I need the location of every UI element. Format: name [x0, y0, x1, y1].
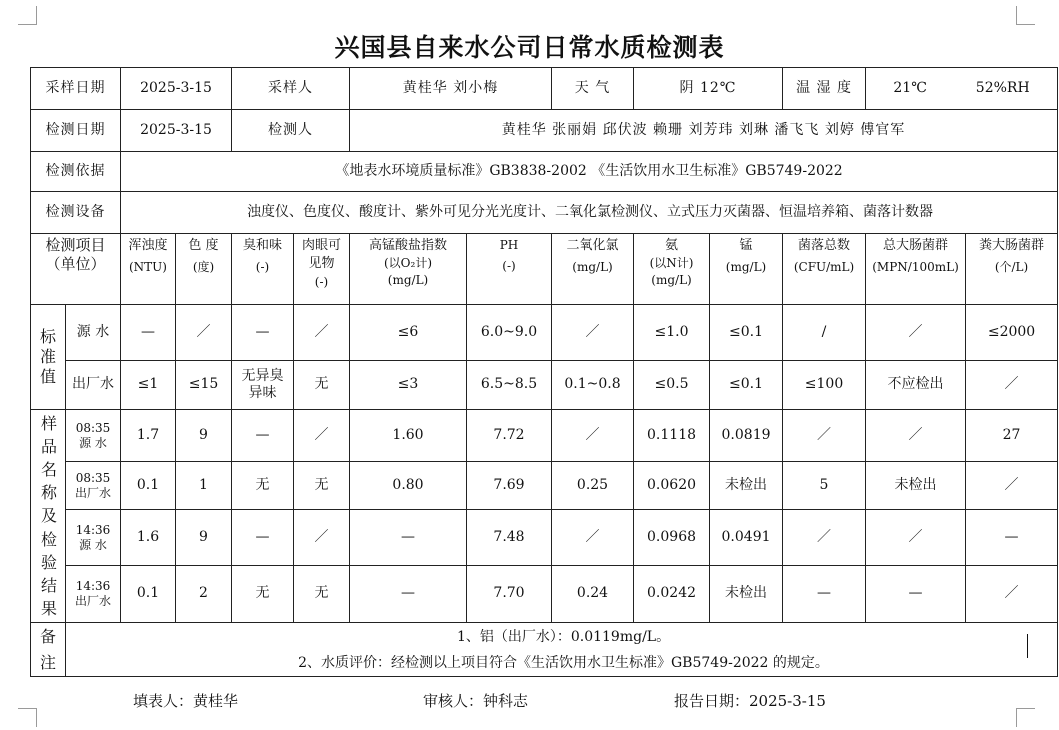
- table-cell: ／: [966, 361, 1058, 410]
- table-cell: ／: [552, 510, 634, 566]
- table-cell: 1.60: [350, 410, 467, 462]
- table-cell: 0.1: [121, 566, 176, 623]
- table-cell: 1: [176, 462, 232, 510]
- table-cell: 0.0968: [634, 510, 710, 566]
- table-cell: 9: [176, 410, 232, 462]
- remarks-content: [66, 623, 1058, 677]
- sample-time: 08:35: [75, 470, 111, 485]
- remarks-label-text: 备注: [40, 626, 57, 672]
- col-unit: (个/L): [994, 260, 1029, 275]
- col-ammonia: [634, 234, 710, 305]
- table-cell: —: [232, 410, 294, 462]
- table-cell: 0.1118: [634, 410, 710, 462]
- sampler-names: 黄桂华 刘小梅: [350, 68, 552, 110]
- sample-type: 出厂水: [74, 594, 111, 608]
- remark-line-1: 1、铝（出厂水）：0.0119mg/L。: [456, 628, 671, 645]
- sample-time: 08:35: [75, 420, 111, 435]
- col-unit: (-): [314, 274, 329, 289]
- table-cell: 1.6: [121, 510, 176, 566]
- tester-label: 检测人: [232, 110, 350, 152]
- basis-row: [31, 152, 1058, 192]
- col-total-coliform: [866, 234, 966, 305]
- basis-label: 检测依据: [31, 152, 121, 192]
- crop-mark-top-left: [18, 6, 37, 25]
- table-cell: 无: [294, 462, 350, 510]
- sample-row: [31, 510, 1058, 566]
- table-cell: ／: [866, 410, 966, 462]
- basis-text: 《地表水环境质量标准》GB3838-2002 《生活饮用水卫生标准》GB5749-2022: [121, 152, 1058, 192]
- col-name: PH: [499, 238, 519, 252]
- sampling-date-value: 2025-3-15: [121, 68, 232, 110]
- col-chroma: [176, 234, 232, 305]
- equipment-row: [31, 192, 1058, 234]
- table-cell: ≤100: [783, 361, 866, 410]
- crop-mark-bottom-left: [18, 708, 37, 727]
- sample-row: [31, 566, 1058, 623]
- col-fecal-coliform: [966, 234, 1058, 305]
- table-cell: —: [350, 510, 467, 566]
- col-turbidity: [121, 234, 176, 305]
- crop-mark-bottom-right: [1016, 708, 1035, 727]
- humidity-value: 52%RH: [975, 79, 1030, 96]
- table-cell: ／: [783, 410, 866, 462]
- text-cursor: [1027, 634, 1028, 658]
- col-manganese: [710, 234, 783, 305]
- col-name: 总大肠菌群: [883, 238, 949, 253]
- table-cell: 无: [232, 462, 294, 510]
- table-cell: 0.25: [552, 462, 634, 510]
- standard-row-label: 出厂水: [66, 361, 121, 410]
- col-unit: (度): [192, 260, 215, 275]
- table-cell: ≤0.1: [710, 305, 783, 361]
- col-name: 臭和味: [242, 238, 282, 253]
- table-cell: —: [350, 566, 467, 623]
- table-cell: 7.48: [467, 510, 552, 566]
- col-chlorine-dioxide: [552, 234, 634, 305]
- table-cell: 0.80: [350, 462, 467, 510]
- col-name: 粪大肠菌群: [979, 238, 1045, 253]
- table-cell: —: [232, 305, 294, 361]
- table-cell: ／: [552, 410, 634, 462]
- equipment-text: 浊度仪、色度仪、酸度计、紫外可见分光光度计、二氧化氯检测仪、立式压力灭菌器、恒温培养箱、菌落计数器: [121, 192, 1058, 234]
- table-cell: 0.0491: [710, 510, 783, 566]
- table-cell: ≤2000: [966, 305, 1058, 361]
- sample-label: [66, 566, 121, 623]
- testing-date-label: 检测日期: [31, 110, 121, 152]
- col-permanganate: [350, 234, 467, 305]
- sampler-label: 采样人: [232, 68, 350, 110]
- sample-group-text: 样品名称及检验结果: [41, 413, 58, 619]
- sample-label: [66, 510, 121, 566]
- table-cell: 5: [783, 462, 866, 510]
- standard-row-source: [31, 305, 1058, 361]
- table-cell: 1.7: [121, 410, 176, 462]
- table-cell: 未检出: [710, 462, 783, 510]
- table-cell: 未检出: [710, 566, 783, 623]
- crop-mark-top-right: [1016, 6, 1035, 25]
- weather-value: 阴 12℃: [634, 68, 783, 110]
- sample-type: 源 水: [79, 537, 107, 552]
- table-cell: ≤1: [121, 361, 176, 410]
- col-colony-count: [783, 234, 866, 305]
- table-cell: 7.70: [467, 566, 552, 623]
- col-unit: (-): [502, 259, 516, 273]
- col-unit: (-): [255, 260, 270, 275]
- sample-group-label: [31, 410, 66, 623]
- col-name2: (以O₂计): [383, 256, 432, 271]
- col-name: 锰: [739, 238, 753, 253]
- water-quality-table: [30, 67, 1058, 677]
- table-cell: ／: [966, 566, 1058, 623]
- sample-type: 出厂水: [74, 485, 111, 500]
- col-unit: (mg/L): [387, 273, 429, 288]
- col-unit: (mg/L): [572, 260, 613, 275]
- table-cell: ≤3: [350, 361, 467, 410]
- col-unit: (mg/L): [651, 273, 692, 288]
- reviewer: 审核人：钟科志: [423, 692, 529, 710]
- table-cell: 无: [294, 361, 350, 410]
- page-title: 兴国县自来水公司日常水质检测表: [334, 33, 725, 62]
- table-cell: 无异臭异味: [232, 361, 294, 410]
- table-cell: ／: [966, 462, 1058, 510]
- table-cell: ／: [294, 305, 350, 361]
- testing-row: [31, 110, 1058, 152]
- col-name: 高锰酸盐指数: [368, 238, 447, 253]
- table-cell: 未检出: [866, 462, 966, 510]
- col-name: 浑浊度: [128, 238, 168, 253]
- table-cell: ≤15: [176, 361, 232, 410]
- remarks-row: [31, 623, 1058, 677]
- col-unit: (NTU): [129, 260, 167, 275]
- table-cell: 0.0620: [634, 462, 710, 510]
- table-cell: 2: [176, 566, 232, 623]
- col-unit: (CFU/mL): [793, 260, 855, 275]
- table-cell: ≤0.5: [634, 361, 710, 410]
- testing-date-value: 2025-3-15: [121, 110, 232, 152]
- standard-row-outlet: [31, 361, 1058, 410]
- remarks-label: [31, 623, 66, 677]
- table-cell: —: [121, 305, 176, 361]
- sample-row: [31, 410, 1058, 462]
- sample-row: [31, 462, 1058, 510]
- table-cell: ≤1.0: [634, 305, 710, 361]
- table-cell: ／: [294, 510, 350, 566]
- col-unit: (MPN/100mL): [872, 260, 959, 275]
- table-cell: 不应检出: [866, 361, 966, 410]
- table-cell: 0.1~0.8: [552, 361, 634, 410]
- sample-label: [66, 410, 121, 462]
- col-name: 色 度: [188, 238, 219, 253]
- sampling-row: [31, 68, 1058, 110]
- col-name: 菌落总数: [798, 238, 851, 253]
- equipment-label: 检测设备: [31, 192, 121, 234]
- sample-time: 14:36: [75, 579, 111, 593]
- col-unit: (mg/L): [725, 260, 767, 275]
- temp-humidity-label: 温 湿 度: [783, 68, 866, 110]
- item-header: [31, 234, 121, 305]
- table-cell: ／: [176, 305, 232, 361]
- table-cell: ≤6: [350, 305, 467, 361]
- col-name: 肉眼可: [301, 238, 341, 253]
- table-cell: —: [866, 566, 966, 623]
- table-cell: 9: [176, 510, 232, 566]
- table-cell: ≤0.1: [710, 361, 783, 410]
- table-cell: ／: [866, 305, 966, 361]
- table-cell: 0.0819: [710, 410, 783, 462]
- standard-group-label: [31, 305, 66, 410]
- sample-time: 14:36: [75, 522, 111, 537]
- tester-names: 黄桂华 张丽娟 邱伏波 赖珊 刘芳玮 刘琳 潘飞飞 刘婷 傅官军: [350, 110, 1058, 152]
- sampling-date-label: 采样日期: [31, 68, 121, 110]
- item-header-line2: （单位）: [45, 254, 106, 273]
- temperature-value: 21℃: [893, 79, 927, 96]
- table-cell: 0.1: [121, 462, 176, 510]
- table-cell: ／: [866, 510, 966, 566]
- col-name2: 见物: [308, 256, 335, 272]
- col-ph: [467, 234, 552, 305]
- remark-line-2: 2、水质评价：经检测以上项目符合《生活饮用水卫生标准》GB5749-2022 的规定。: [298, 654, 829, 671]
- standard-group-text: 标准值: [39, 327, 56, 386]
- item-header-line1: 检测项目: [45, 236, 106, 254]
- temp-humidity-value: [866, 68, 1058, 110]
- column-header-row: [31, 234, 1058, 305]
- sample-type: 源 水: [79, 435, 107, 450]
- table-cell: ／: [552, 305, 634, 361]
- table-cell: 27: [966, 410, 1058, 462]
- standard-row-label: 源 水: [66, 305, 121, 361]
- table-cell: —: [783, 566, 866, 623]
- col-name: 二氧化氯: [566, 238, 619, 253]
- table-cell: —: [232, 510, 294, 566]
- table-cell: ／: [294, 410, 350, 462]
- table-cell: 无: [232, 566, 294, 623]
- filled-by: 填表人：黄桂华: [133, 692, 239, 710]
- table-cell: —: [966, 510, 1058, 566]
- table-cell: ／: [783, 510, 866, 566]
- sample-label: [66, 462, 121, 510]
- report-date: 报告日期：2025-3-15: [674, 692, 826, 710]
- table-cell: 6.5~8.5: [467, 361, 552, 410]
- table-cell: 7.72: [467, 410, 552, 462]
- table-cell: 无: [294, 566, 350, 623]
- table-cell: 6.0~9.0: [467, 305, 552, 361]
- weather-label: 天 气: [552, 68, 634, 110]
- col-name2: (以N计): [649, 256, 694, 271]
- col-name: 氨: [665, 238, 679, 253]
- table-cell: 0.24: [552, 566, 634, 623]
- col-visible-matter: [294, 234, 350, 305]
- col-odor: [232, 234, 294, 305]
- table-cell: 7.69: [467, 462, 552, 510]
- table-cell: /: [783, 305, 866, 361]
- table-cell: 0.0242: [634, 566, 710, 623]
